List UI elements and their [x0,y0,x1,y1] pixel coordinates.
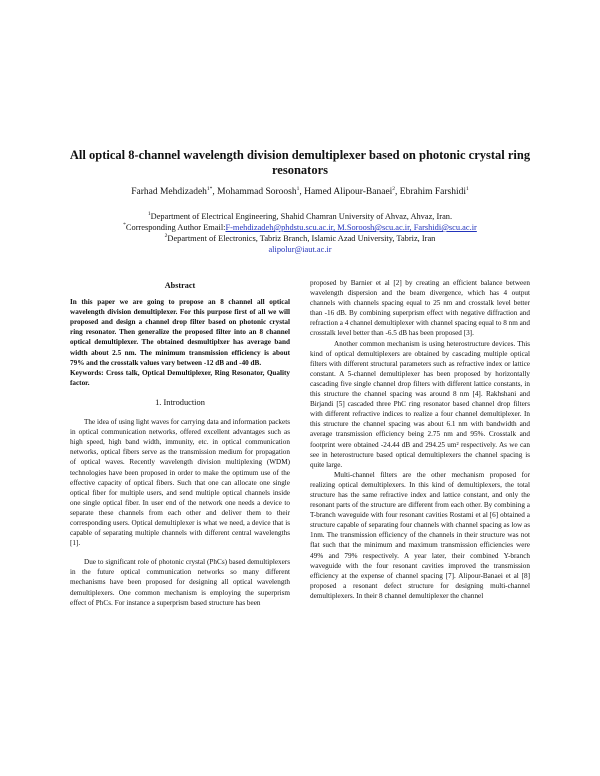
affiliations [40,211,560,255]
keywords: Keywords: Cross talk, Optical Demultiplexer, Ring Resonator, Quality factor. [70,368,290,387]
right-paragraph-1: proposed by Barnier et al [2] by creating an efficient balance between wavelength dispersion and the beam divergence, which has 4 output channels with channels spacing equal to 25 nm and crosstalk level better than -16 dB. By combining superprism effect with negative diffraction and refraction a 4 channel demultiplexer with channel spacing equal to 8 nm and crosstalk level better than -6.5 dB has been proposed [3]. [310,279,530,338]
affiliation-1: $^1$Department of Electrical Engineering, Shahid Chamran University of Ahvaz, Ahvaz, Iran. [147,211,453,221]
author-name: Ebrahim Farshidi [399,187,467,197]
author-name: Hamed Alipour-Banaei [304,187,393,197]
author-name: Farhad Mehdizadeh [131,187,207,197]
intro-paragraph-1: The idea of using light waves for carrying data and information packets in optical communication networks, offered excellent advantages such as high speed, high band width, immunity, etc. in optical communication networks, optical fibers serve as the transmission medium for propagation of optical waves. Recently wavelength division multiplexing (WDM) technologies have been proposed in order to make the optimum use of the effective capacity of optical fibers. Such that one can allocate one single optical fiber for multiple users, and send multiple optical channels inside one single optical fiber. In user end of the network one needs a device to separate these channels from each other and deliver them to their corresponding users. Optical demultiplexer is what we need, a device that is capable of separating multiple channels with different central wavelengths [1]. [70,418,290,548]
author-name: Mohammad Soroosh [217,187,297,197]
corresponding-emails-link[interactable]: F-mehdizadeh@phdstu.scu.ac.ir, M.Soroosh@scu.ac.ir, Farshidi@scu.ac.ir [225,223,477,232]
abstract-body: In this paper we are going to propose an 8 channel all optical wavelength division demultiplexer. For this purpose first of all we will proposed and design a channel drop filter based on photonic crystal ring resonator. Then generalize the proposed filter into an 8 channel optical demultiplexer. The obtained desmultiplxer has average band width about 2.5 nm. The minimum transmission efficiency is about 79% and the crosstalk values vary between -12 dB and -40 dB. [70,298,290,367]
affiliation-2-email[interactable]: alipolur@iaut.ac.ir [268,245,332,254]
right-column [310,278,530,601]
right-paragraph-3: Multi-channel filters are the other mechanism proposed for realizing optical demultiplexers. In this kind of demultiplexers, the total structure has the same refractive index and lattice constant, and only the resonant parts of the structure are different from each other. By combining a T-branch waveguide with four resonant cavities Rostami et al [6] obtained a structure capable of separating four channels with channel spacing as low as 1nm. The transmission efficiency of the channels in their structure was not flat such that the minimum and maximum transmission efficiencies were 49% and 79% respectively. A year later, their combined Y-branch waveguide with the four resonant cavities improved the transmission efficiency at the expense of channel spacing [7]. Alipour-Banaei et al [8] proposed a resonant defect structure for designing multi-channel demultiplexers. In their 8 channel demultiplexer the channel [310,470,530,600]
affiliation-2: $^2$Department of Electronics, Tabriz Branch, Islamic Azad University, Tabriz, Iran [164,233,436,243]
author-sup: 1 [466,185,469,192]
right-paragraph-2: Another common mechanism is using heterostructure devices. This kind of optical demultiplexers are obtained by cascading multiple optical filters with different structural parameters such as refractive index or lattice constant. A 5-channel demultiplexer has been proposed by horizontally cascading five single channel drop filters with different lattice constants, in this structure the channel spacing was around 8 nm [4]. Rakhshani and Birjandi [5] cascaded three PhC ring resonator based channel drop filters with different refractive indices to realize a four channel demultiplexer. In this structure the channel spacing was about 6.1 nm with bandwidth and average transmission efficiency being 2.75 nm and 95%. Crosstalk and footprint were obtained -24.44 dB and 294.25 um² respectively. As we can see in heterostructure based optical demultiplexers the channel spacing is quite large. [310,339,530,469]
intro-paragraph-2: Due to significant role of photonic crystal (PhCs) based demultiplexers in the future optical communication networks so many different mechanisms have been proposed for designing all optical wavelength demultiplexers. One common mechanism is employing the superprism effect of PhCs. For instance a superprism based structure has been [70,558,290,607]
author-list: Farhad Mehdizadeh$^{1*}$, Mohammad Soroosh$^1$, Hamed Alipour-Banaei$^2$, Ebrahim Farshidi$^1$ [131,185,469,197]
corresponding-author: *Corresponding Author Email:F-mehdizadeh@phdstu.scu.ac.ir, M.Soroosh@scu.ac.ir, Farshidi@scu.ac.ir [123,222,477,232]
paper-title: All optical 8-channel wavelength division demultiplexer based on photonic crystal ring resonators [69,148,531,177]
section-heading-introduction: 1. Introduction [155,397,205,407]
author-sup: 1 [296,185,300,192]
author-sup: 1* [206,185,213,192]
author-sup: 2 [392,185,396,192]
abstract-heading: Abstract [164,281,196,290]
left-column [70,281,290,608]
